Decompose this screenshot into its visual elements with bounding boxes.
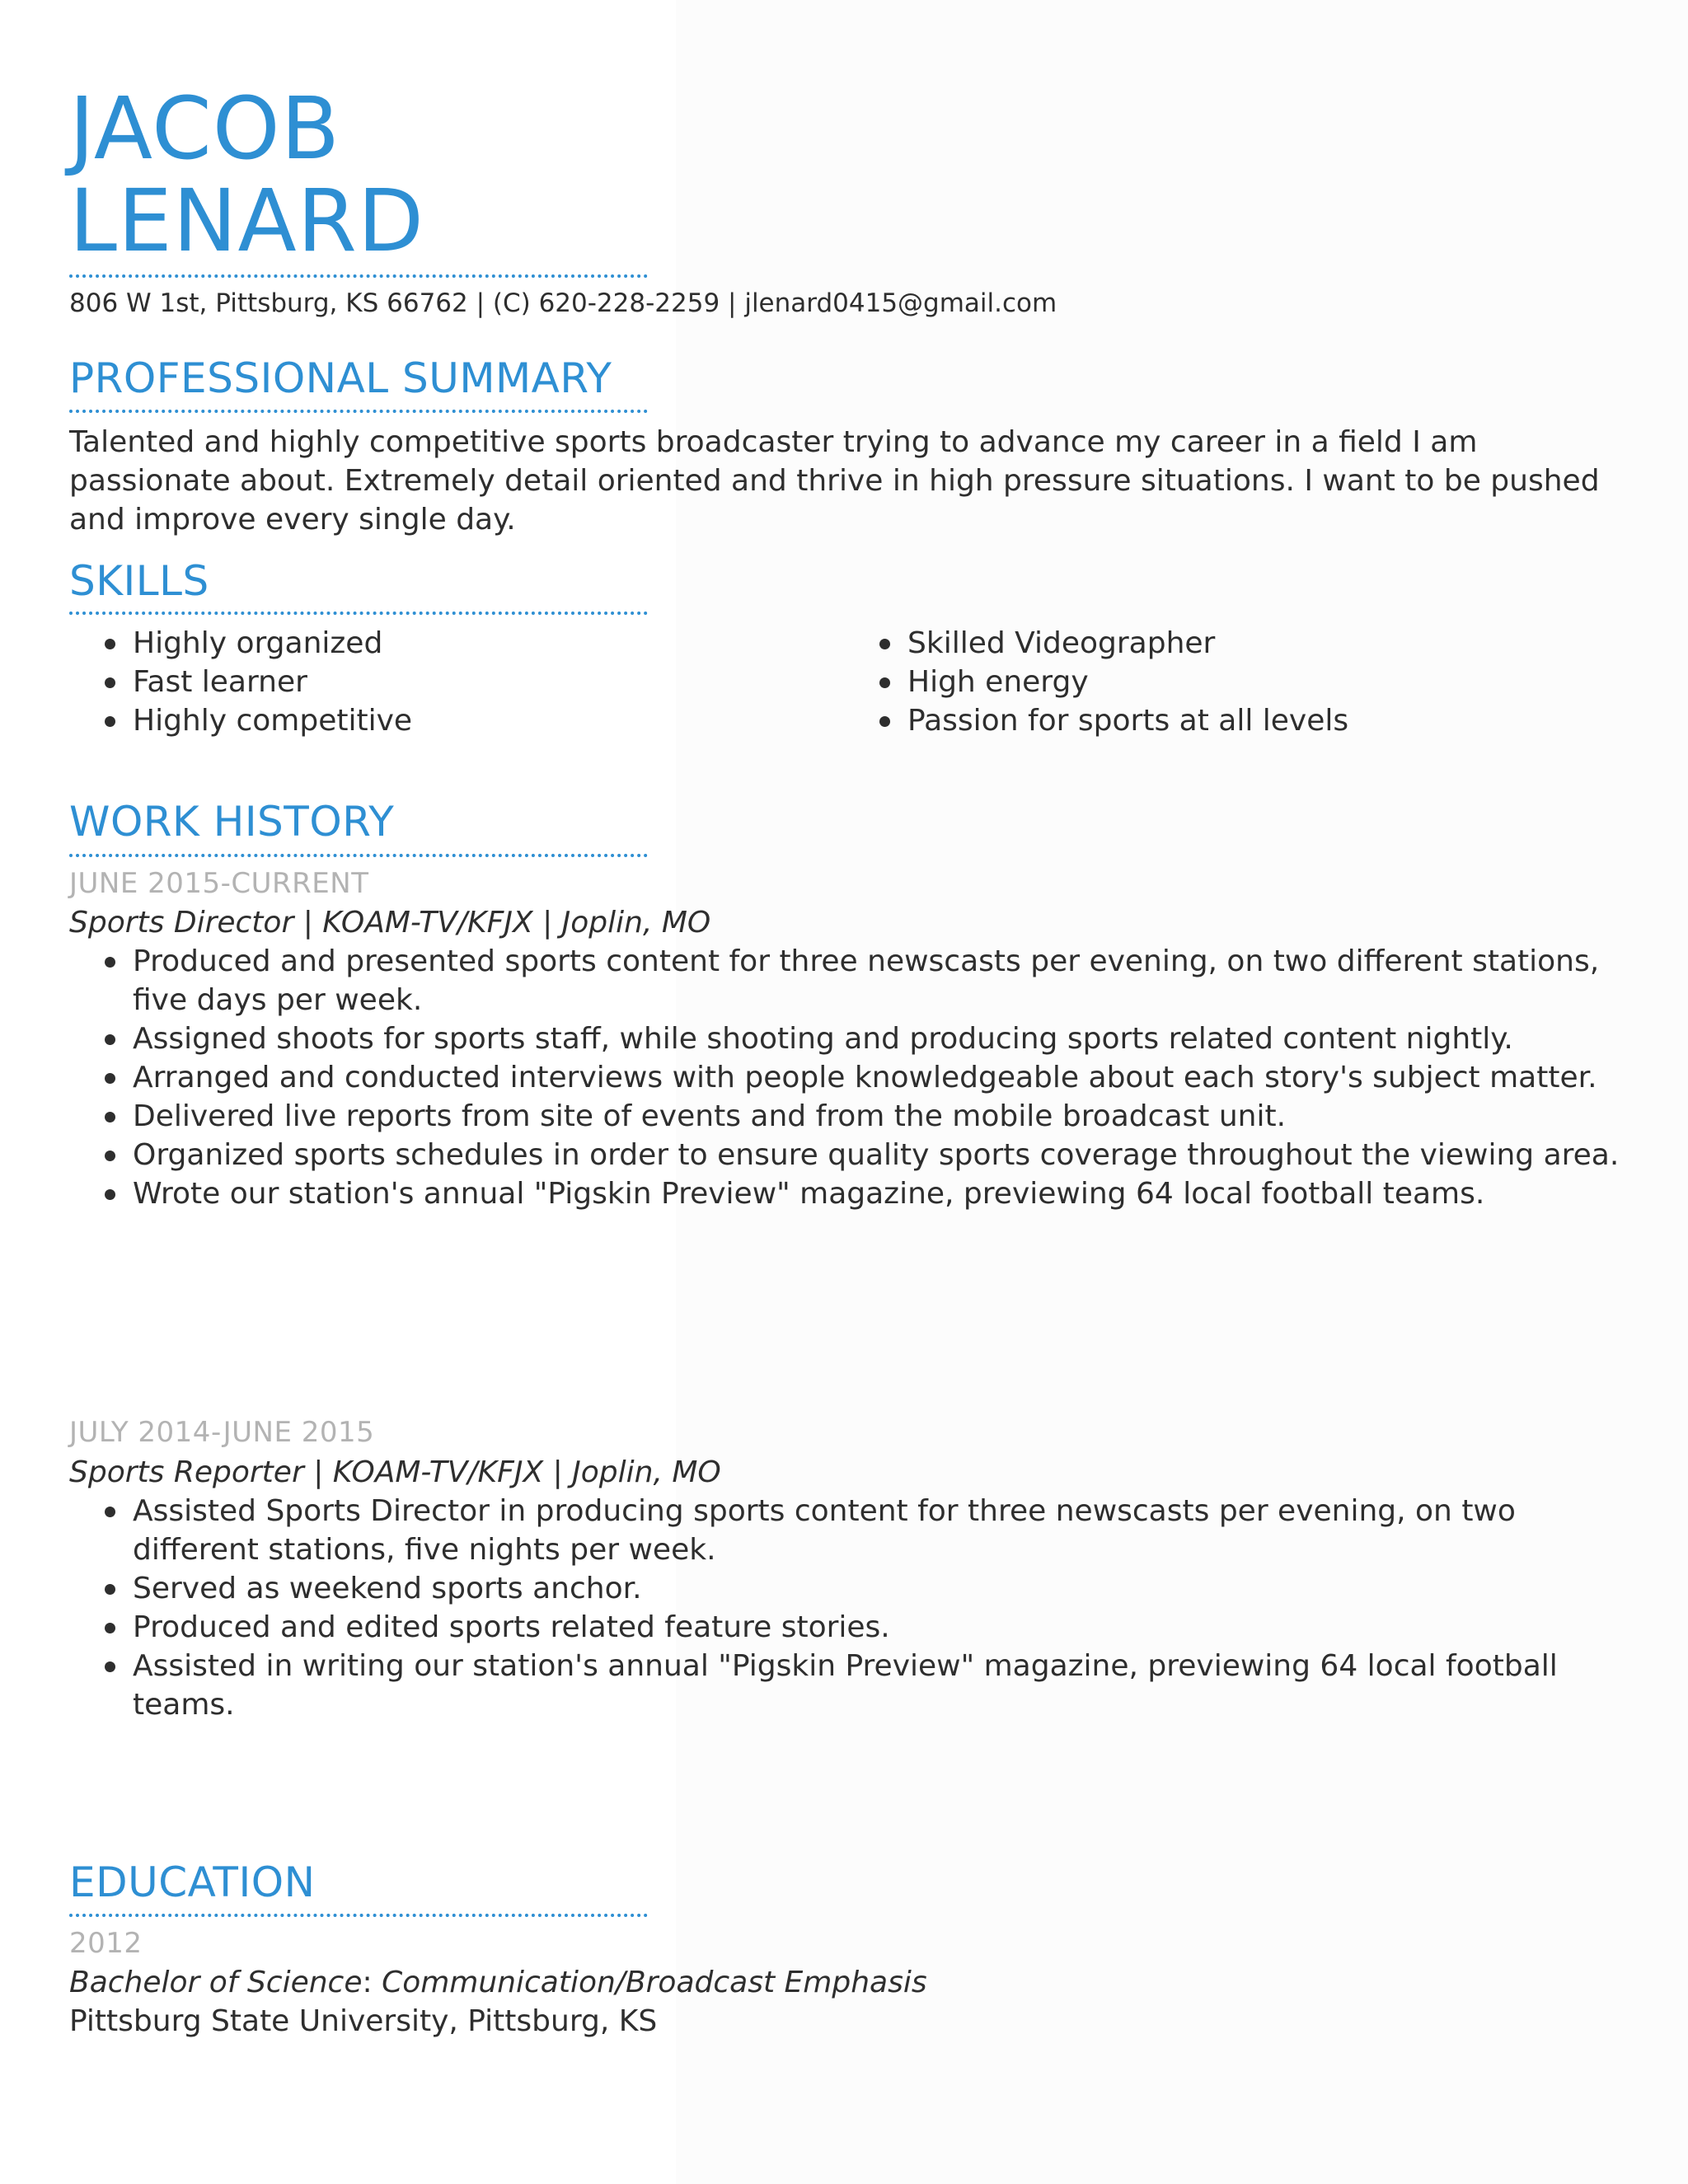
name-divider [69, 274, 648, 278]
duty-item: Wrote our station's annual "Pigskin Preview" magazine, previewing 64 local football teams. [69, 1174, 1635, 1213]
duty-item: Assigned shoots for sports staff, while shooting and producing sports related content nightly. [69, 1019, 1635, 1058]
job-duties-list [69, 942, 1635, 1213]
job-title-line: Sports Reporter | KOAM-TV/KFJX | Joplin, MO [69, 1455, 721, 1489]
degree-name: Bachelor of Science [69, 1966, 363, 1999]
duty-item: Assisted Sports Director in producing sports content for three newscasts per evening, on two different stations, five nights per week. [69, 1492, 1635, 1569]
summary-heading: PROFESSIONAL SUMMARY [69, 354, 612, 402]
skill-item: Fast learner [69, 663, 811, 701]
degree-line [69, 1963, 927, 2002]
skills-list-right [844, 624, 1586, 740]
school-name: Pittsburg State University, Pittsburg, KS [69, 2004, 658, 2038]
degree-separator: : [362, 1966, 382, 1999]
duty-item: Organized sports schedules in order to ensure quality sports coverage throughout the viewing area. [69, 1136, 1635, 1174]
summary-divider [69, 410, 648, 413]
duty-item: Assisted in writing our station's annual "Pigskin Preview" magazine, previewing 64 local football teams. [69, 1647, 1635, 1724]
degree-major: Communication/Broadcast Emphasis [382, 1966, 927, 1999]
contact-info: 806 W 1st, Pittsburg, KS 66762 | (C) 620-228-2259 | jlenard0415@gmail.com [69, 288, 1057, 318]
first-name: JACOB [69, 78, 340, 179]
job-duties-list [69, 1492, 1635, 1724]
duty-item: Produced and presented sports content for three newscasts per evening, on two different stations, five days per week. [69, 942, 1635, 1019]
skills-divider [69, 612, 648, 615]
job-dates: JULY 2014-JUNE 2015 [69, 1416, 375, 1449]
skill-item: Highly competitive [69, 701, 811, 740]
last-name: LENARD [69, 171, 424, 271]
skills-list-left [69, 624, 811, 740]
job-dates: JUNE 2015-CURRENT [69, 867, 369, 900]
skill-item: Passion for sports at all levels [844, 701, 1586, 740]
skill-item: Highly organized [69, 624, 811, 663]
skill-item: Skilled Videographer [844, 624, 1586, 663]
work-history-divider [69, 854, 648, 857]
duty-item: Arranged and conducted interviews with people knowledgeable about each story's subject matter. [69, 1058, 1635, 1097]
education-divider [69, 1914, 648, 1917]
job-title-line: Sports Director | KOAM-TV/KFJX | Joplin, MO [69, 906, 711, 940]
skill-item: High energy [844, 663, 1586, 701]
duty-item: Produced and edited sports related feature stories. [69, 1608, 1635, 1647]
education-year: 2012 [69, 1927, 143, 1960]
candidate-name [69, 78, 424, 271]
education-heading: EDUCATION [69, 1858, 316, 1906]
duty-item: Delivered live reports from site of events and from the mobile broadcast unit. [69, 1097, 1635, 1136]
skills-heading: SKILLS [69, 557, 209, 605]
work-history-heading: WORK HISTORY [69, 798, 395, 846]
summary-text: Talented and highly competitive sports broadcaster trying to advance my career in a field I am passionate about. Extremely detail oriented and thrive in high pressure situations. I want to be pushed and improve every single day. [69, 425, 1600, 537]
duty-item: Served as weekend sports anchor. [69, 1569, 1635, 1608]
